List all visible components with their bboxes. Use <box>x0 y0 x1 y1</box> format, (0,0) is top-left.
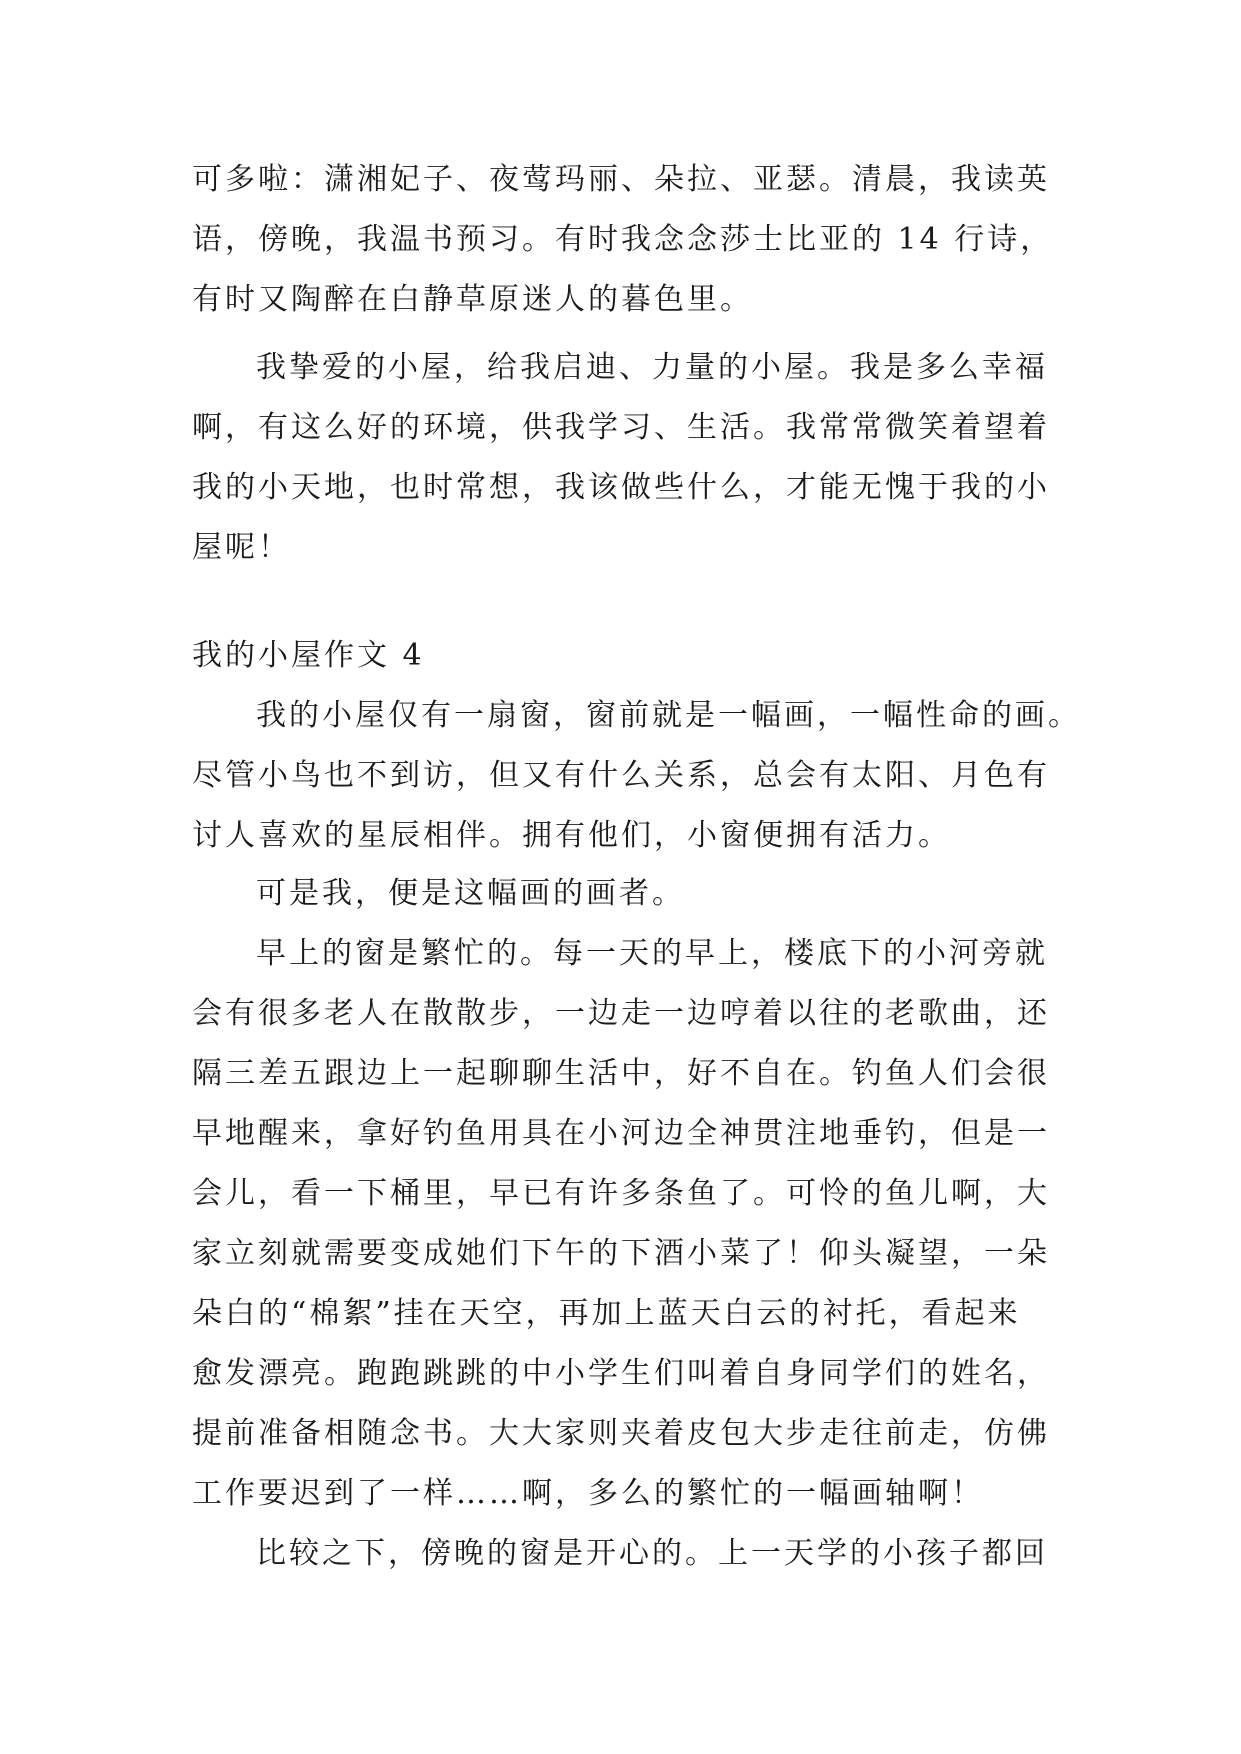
paragraph-first-line: 比较之下，傍晚的窗是开心的。上一天学的小孩子都回 <box>256 1536 1048 1571</box>
text-line: 屋呢！ <box>192 530 291 565</box>
text-line: 有时又陶醉在白静草原迷人的暮色里。 <box>192 282 753 317</box>
text-line: 啊，有这么好的环境，供我学习、生活。我常常微笑着望着 <box>192 410 1050 445</box>
text-line: 提前准备相随念书。大大家则夹着皮包大步走往前走，仿佛 <box>192 1416 1050 1451</box>
paragraph-first-line: 可是我，便是这幅画的画者。 <box>256 876 685 911</box>
text-line: 会有很多老人在散散步，一边走一边哼着以往的老歌曲，还 <box>192 996 1050 1031</box>
text-line: 朵白的“棉絮”挂在天空，再加上蓝天白云的衬托，看起来 <box>192 1296 1021 1331</box>
paragraph-first-line: 我挚爱的小屋，给我启迪、力量的小屋。我是多么幸福 <box>256 350 1048 385</box>
text-line: 我的小天地，也时常想，我该做些什么，才能无愧于我的小 <box>192 470 1050 505</box>
text-line: 早地醒来，拿好钓鱼用具在小河边全神贯注地垂钓，但是一 <box>192 1116 1050 1151</box>
paragraph-first-line: 我的小屋仅有一扇窗，窗前就是一幅画，一幅性命的画。 <box>256 698 1081 733</box>
text-line: 家立刻就需要变成她们下午的下酒小菜了！仰头凝望，一朵 <box>192 1236 1050 1271</box>
section-heading: 我的小屋作文 4 <box>192 638 425 673</box>
text-line: 会儿，看一下桶里，早已有许多条鱼了。可怜的鱼儿啊，大 <box>192 1176 1050 1211</box>
text-line: 语，傍晚，我温书预习。有时我念念莎士比亚的 14 行诗， <box>192 222 1054 257</box>
text-line: 愈发漂亮。跑跑跳跳的中小学生们叫着自身同学们的姓名， <box>192 1356 1050 1391</box>
text-line: 隔三差五跟边上一起聊聊生活中，好不自在。钓鱼人们会很 <box>192 1056 1050 1091</box>
text-line: 尽管小鸟也不到访，但又有什么关系，总会有太阳、月色有 <box>192 758 1050 793</box>
text-line: 工作要迟到了一样……啊，多么的繁忙的一幅画轴啊！ <box>192 1476 984 1511</box>
text-line: 可多啦：潇湘妃子、夜莺玛丽、朵拉、亚瑟。清晨，我读英 <box>192 162 1050 197</box>
paragraph-first-line: 早上的窗是繁忙的。每一天的早上，楼底下的小河旁就 <box>256 936 1048 971</box>
text-line: 讨人喜欢的星辰相伴。拥有他们，小窗便拥有活力。 <box>192 818 951 853</box>
